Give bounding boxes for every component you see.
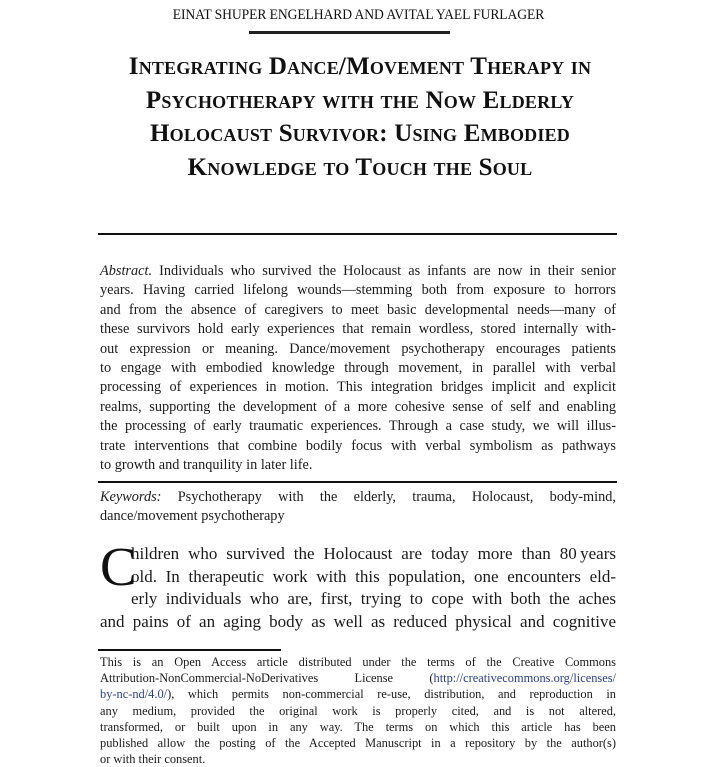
footnote-line: [100, 670, 616, 686]
title-divider: [98, 233, 617, 235]
abstract-line: years. Having carried lifelong wounds—stemming both from exposure to horrors: [100, 282, 616, 299]
abstract-line: to growth and tranquility in later life.: [100, 456, 313, 473]
title-line: Holocaust Survivor: Using Embodied: [149, 120, 570, 147]
abstract-line: processing of experiences in motion. This integration bridges implicit and explicit: [100, 379, 616, 396]
abstract-line: to engage with embodied knowledge through movement, in parallel with verbal: [100, 359, 616, 376]
footnote-line: any medium, provided the original work is properly cited, and is not altered,: [100, 703, 616, 718]
body-line: erly individuals who are, first, trying to cope with both the aches: [131, 589, 616, 608]
abstract-line: [100, 262, 616, 281]
abstract-line: out expression or meaning. Dance/movement psychotherapy encourages patients: [100, 340, 616, 357]
body-line: hildren who survived the Holocaust are today more than 80 years: [131, 544, 616, 563]
footnote-text: ), which permits non-commercial re-use, distribution, and reproduction in: [167, 687, 616, 702]
abstract-line: and from the absence of caregivers to meet basic developmental needs—many of: [100, 301, 616, 318]
keywords-line: [100, 488, 616, 507]
footnote-line: transformed, or built upon in any way. The terms on which this article has been: [100, 719, 616, 734]
license-link-continued[interactable]: by-nc-nd/4.0/: [100, 687, 168, 702]
keywords-line: dance/movement psychotherapy: [100, 508, 285, 525]
abstract-line: realms, supporting the development of a more cohesive sense of self and enabling: [100, 398, 616, 415]
footnote-line: or with their consent.: [100, 752, 206, 767]
article-title: [90, 50, 630, 184]
abstract-line: these survivors hold early experiences that remain wordless, stored internally with-: [100, 321, 616, 338]
body-line: old. In therapeutic work with this population, one encounters eld-: [131, 566, 616, 586]
body-paragraph: [100, 536, 616, 633]
keywords: [100, 488, 616, 527]
keywords-label: Keywords:: [100, 489, 162, 505]
body-line: and pains of an aging body as well as reduced physical and cognitive: [100, 611, 616, 631]
title-line: Knowledge to Touch the Soul: [187, 153, 533, 181]
abstract-line: the processing of early traumatic experiences. Through a case study, we will illus-: [100, 418, 616, 435]
running-head-authors: EINAT SHUPER ENGELHARD AND AVITAL YAEL FURLAGER: [172, 7, 545, 23]
abstract-text: Individuals who survived the Holocaust as infants are now in their senior: [152, 263, 616, 279]
keywords-text: Psychotherapy with the elderly, trauma, Holocaust, body-mind,: [161, 489, 616, 505]
license-link[interactable]: http://creativecommons.org/licenses/: [433, 671, 616, 686]
keywords-divider: [98, 481, 617, 483]
footnote-text: Attribution-NonCommercial-NoDerivatives License (: [100, 671, 434, 686]
running-head-rule: [249, 31, 450, 34]
title-line: Integrating Dance/Movement Therapy in: [128, 53, 592, 80]
footnote-line: published allow the posting of the Accepted Manuscript in a repository by the author(s): [100, 735, 616, 750]
abstract-label: Abstract.: [100, 263, 153, 279]
drop-cap: C: [100, 536, 137, 597]
license-footnote: [100, 654, 616, 767]
footnote-line: [100, 686, 616, 702]
abstract: [100, 262, 616, 475]
footnote-line: This is an Open Access article distributed under the terms of the Creative Commons: [100, 655, 616, 669]
footnote-rule: [98, 649, 281, 651]
title-line: Psychotherapy with the Now Elderly: [145, 86, 575, 114]
abstract-line: trate interventions that combine bodily focus with verbal symbolism as pathways: [100, 437, 616, 454]
